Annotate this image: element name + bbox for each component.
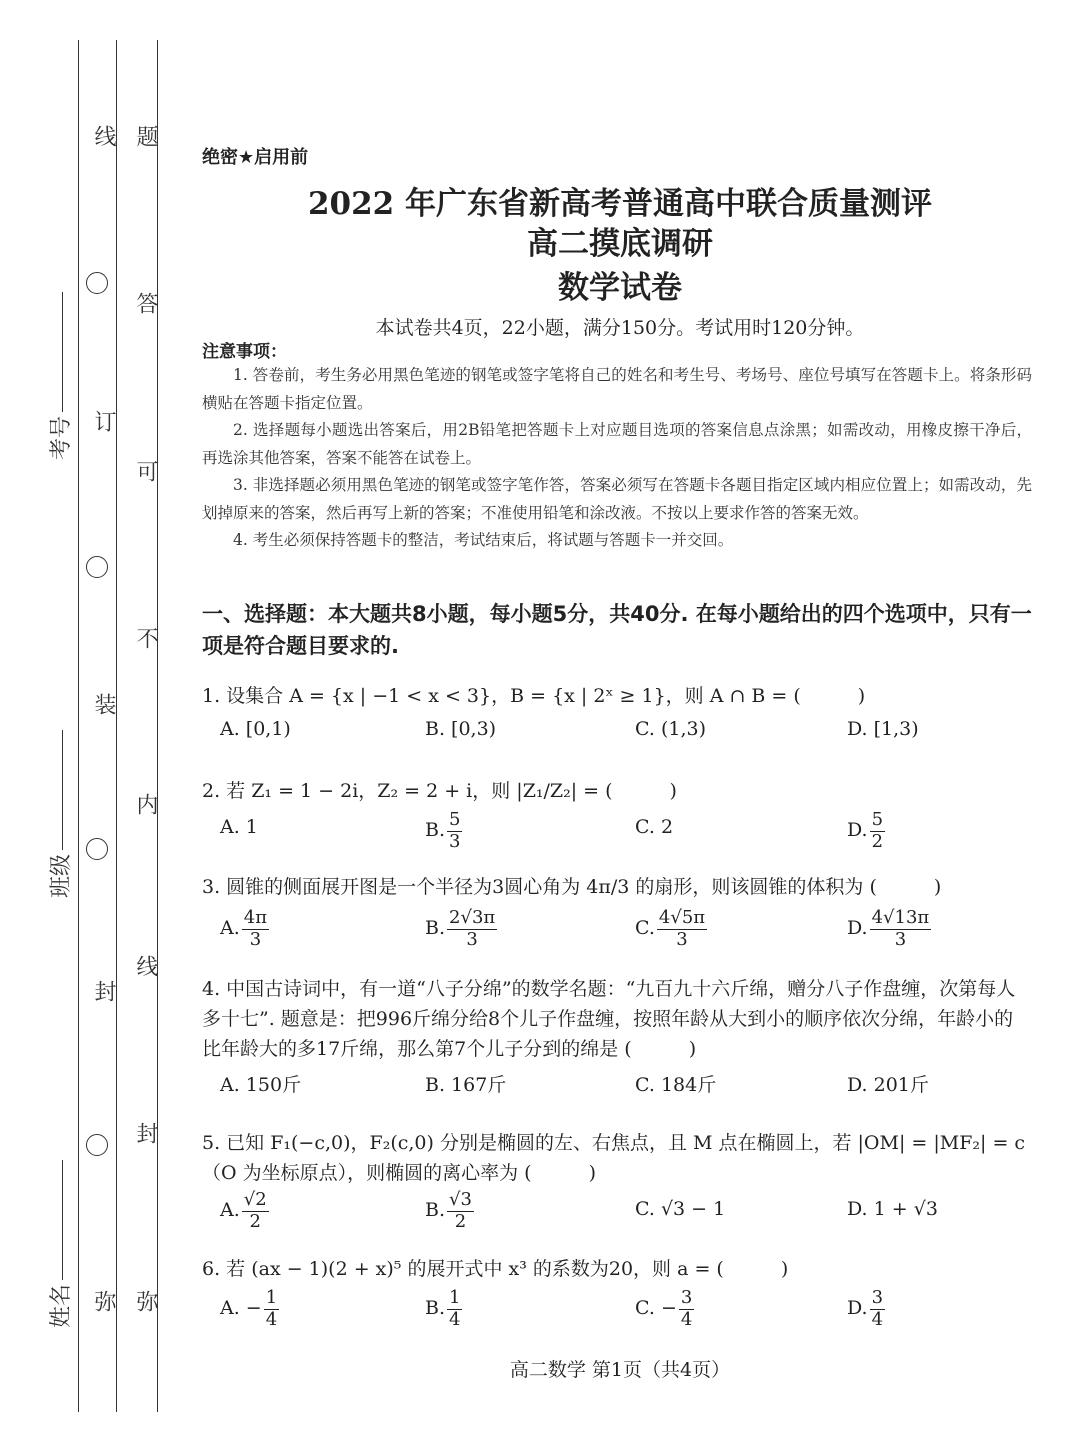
option-c[interactable] xyxy=(635,908,709,950)
question-5-options xyxy=(220,1189,1020,1232)
numerator: 1 xyxy=(265,1287,278,1308)
question-1: 1. 设集合 A = {x | −1 < x < 3}，B = {x | 2ˣ ≥ 1}，则 A ∩ B = ( ) xyxy=(202,685,866,707)
binding-circle xyxy=(86,838,108,860)
fraction xyxy=(447,1288,462,1330)
option-c-prefix: C. − xyxy=(635,1297,677,1320)
margin-char: 弥 xyxy=(91,1290,116,1312)
denominator: 4 xyxy=(265,1308,278,1330)
question-6-options xyxy=(220,1287,1020,1330)
option-b-prefix: B. xyxy=(425,1297,446,1320)
subject-title: 数学试卷 xyxy=(558,270,682,306)
option-b[interactable] xyxy=(425,1190,476,1232)
margin-char: 题 xyxy=(133,125,158,147)
numerator: √3 xyxy=(449,1189,472,1210)
numerator: 5 xyxy=(871,809,884,830)
option-d-prefix: D. xyxy=(847,1297,868,1320)
fraction xyxy=(447,810,462,852)
option-a[interactable]: A. 1 xyxy=(220,816,258,838)
option-a-prefix: A. xyxy=(220,917,240,940)
fraction xyxy=(447,908,497,950)
margin-char: 内 xyxy=(133,793,158,815)
option-a[interactable] xyxy=(220,1288,281,1330)
fraction xyxy=(447,1190,474,1232)
option-d-prefix: D. xyxy=(847,917,868,940)
question-3-options xyxy=(220,907,1020,950)
fraction xyxy=(870,810,885,852)
denominator: 4 xyxy=(680,1308,693,1330)
question-6: 6. 若 (ax − 1)(2 + x)⁵ 的展开式中 x³ 的系数为20，则 a = ( ) xyxy=(202,1258,789,1280)
option-c[interactable]: C. √3 − 1 xyxy=(635,1198,726,1220)
numerator: 1 xyxy=(449,1287,461,1308)
notice-item: 1. 答卷前，考生务必用黑色笔迹的钢笔或签字笔将自己的姓名和考生号、考场号、座位号填写在答题卡上。将条形码横贴在答题卡指定位置。 xyxy=(202,366,1032,412)
denominator: 3 xyxy=(676,928,688,950)
binding-circle xyxy=(86,1134,108,1156)
option-c-prefix: C. xyxy=(635,917,655,940)
denominator: 2 xyxy=(249,1210,261,1232)
denominator: 3 xyxy=(449,830,461,852)
denominator: 3 xyxy=(466,928,478,950)
numerator: 3 xyxy=(871,1287,884,1308)
margin-char: 线 xyxy=(91,125,116,147)
option-a-prefix: A. xyxy=(220,1199,240,1222)
question-4-options xyxy=(220,1070,1020,1104)
denominator: 4 xyxy=(449,1308,461,1330)
numerator: 2√3π xyxy=(449,907,496,928)
option-a-prefix: A. − xyxy=(220,1297,262,1320)
option-a[interactable]: A. 150斤 xyxy=(220,1074,302,1096)
margin-char: 答 xyxy=(133,292,158,314)
binding-circle xyxy=(86,556,108,578)
margin-char: 装 xyxy=(91,693,116,715)
numerator: 4√13π xyxy=(871,907,930,928)
option-b-prefix: B. xyxy=(425,917,446,940)
name-field[interactable] xyxy=(44,1160,75,1328)
option-b[interactable] xyxy=(425,1288,464,1330)
numerator: √2 xyxy=(243,1189,267,1210)
margin-char: 线 xyxy=(133,955,158,977)
denominator: 2 xyxy=(871,830,884,852)
option-b[interactable]: B. 167斤 xyxy=(425,1074,507,1096)
question-4: 4. 中国古诗词中，有一道“八子分绵”的数学名题：“九百九十六斤绵，赠分八子作盘缠，次第每人多十七”. 题意是：把996斤绵分给8个儿子作盘缠，按照年龄从大到小的顺序依次分绵，年龄小的比年龄大的多17斤绵，那么第7个儿子分到的绵是 ( ) xyxy=(202,978,1016,1060)
exam-number-label: 考号 xyxy=(49,415,74,460)
option-b[interactable] xyxy=(425,810,464,852)
question-3: 3. 圆锥的侧面展开图是一个半径为3圆心角为 4π/3 的扇形，则该圆锥的体积为 ( ) xyxy=(202,876,942,898)
fraction xyxy=(657,908,707,950)
fraction xyxy=(679,1288,694,1330)
fraction xyxy=(242,908,269,950)
fraction xyxy=(242,1190,269,1232)
option-b-prefix: B. xyxy=(425,819,446,842)
option-c[interactable]: C. (1,3) xyxy=(635,718,706,740)
option-d[interactable] xyxy=(847,810,887,852)
numerator: 5 xyxy=(449,809,461,830)
margin-char: 订 xyxy=(91,410,116,432)
notice-list xyxy=(202,362,1032,555)
margin-char: 可 xyxy=(133,460,158,482)
numerator: 4π xyxy=(243,907,268,928)
fraction xyxy=(264,1288,279,1330)
option-d[interactable]: D. 1 + √3 xyxy=(847,1198,938,1220)
exam-subtitle: 高二摸底调研 xyxy=(527,226,713,262)
numerator: 3 xyxy=(680,1287,693,1308)
margin-char: 不 xyxy=(133,627,158,649)
numerator: 4√5π xyxy=(658,907,706,928)
fraction xyxy=(870,1288,885,1330)
question-2: 2. 若 Z₁ = 1 − 2i，Z₂ = 2 + i，则 |Z₁/Z₂| = ( ) xyxy=(202,780,677,802)
option-d[interactable] xyxy=(847,908,933,950)
option-b-prefix: B. xyxy=(425,1199,446,1222)
option-d[interactable]: D. 201斤 xyxy=(847,1074,929,1096)
option-d-prefix: D. xyxy=(847,819,868,842)
confidential-mark: 绝密★启用前 xyxy=(202,147,309,168)
margin-char: 封 xyxy=(91,980,116,1002)
page-footer: 高二数学 第1页（共4页） xyxy=(509,1359,731,1381)
exam-title: 2022 年广东省新高考普通高中联合质量测评 xyxy=(307,186,933,222)
option-c[interactable] xyxy=(635,1288,696,1330)
exam-intro: 本试卷共4页，22小题，满分150分。考试用时120分钟。 xyxy=(375,317,865,339)
fraction xyxy=(870,908,932,950)
option-b[interactable]: B. [0,3) xyxy=(425,718,497,740)
option-a[interactable] xyxy=(220,908,271,950)
notice-heading: 注意事项： xyxy=(202,342,287,362)
class-field[interactable] xyxy=(44,730,75,898)
option-c[interactable]: C. 2 xyxy=(635,816,674,838)
notice-item: 2. 选择题每小题选出答案后，用2B铅笔把答题卡上对应题目选项的答案信息点涂黑；如需改动，用橡皮擦干净后，再选涂其他答案，答案不能答在试卷上。 xyxy=(202,421,1032,467)
option-a[interactable] xyxy=(220,1190,271,1232)
question-5: 5. 已知 F₁(−c,0)，F₂(c,0) 分别是椭圆的左、右焦点，且 M 点在椭圆上，若 |OM| = |MF₂| = c（O 为坐标原点），则椭圆的离心率为 ( ) xyxy=(202,1132,1026,1184)
option-a[interactable]: A. [0,1) xyxy=(220,718,291,740)
denominator: 4 xyxy=(871,1308,884,1330)
margin-char: 弥 xyxy=(133,1290,158,1312)
option-d[interactable]: D. [1,3) xyxy=(847,718,919,740)
class-label: 班级 xyxy=(49,853,74,898)
option-d[interactable] xyxy=(847,1288,887,1330)
denominator: 3 xyxy=(894,928,907,950)
section-heading: 一、选择题：本大题共8小题，每小题5分，共40分. 在每小题给出的四个选项中，只有一项是符合题目要求的. xyxy=(202,602,1032,658)
notice-item: 3. 非选择题必须用黑色笔迹的钢笔或签字笔作答，答案必须写在答题卡各题目指定区域内相应位置上；如需改动，先划掉原来的答案，然后再写上新的答案；不准使用铅笔和涂改液。不按以上要求作答的答案无效。 xyxy=(202,476,1032,522)
denominator: 2 xyxy=(454,1210,467,1232)
denominator: 3 xyxy=(249,928,262,950)
name-label: 姓名 xyxy=(49,1283,74,1328)
notice-item: 4. 考生必须保持答题卡的整洁，考试结束后，将试题与答题卡一并交回。 xyxy=(233,531,734,549)
margin-char: 封 xyxy=(133,1122,158,1144)
option-c[interactable]: C. 184斤 xyxy=(635,1074,717,1096)
question-2-options xyxy=(220,809,1020,852)
option-b[interactable] xyxy=(425,908,499,950)
question-1-options xyxy=(220,718,1020,752)
